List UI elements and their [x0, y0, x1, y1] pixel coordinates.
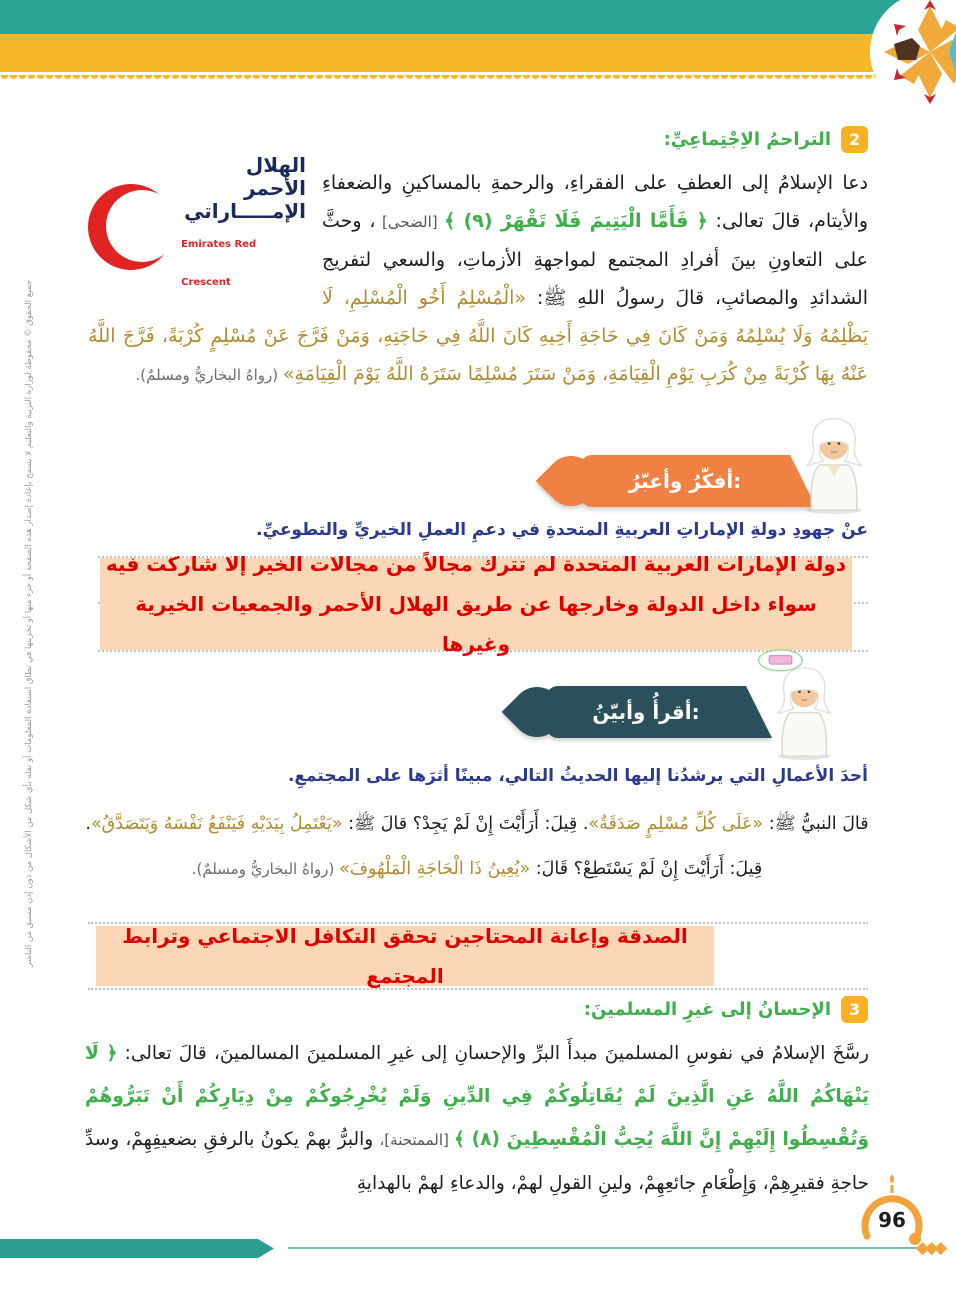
header-yellow-band [0, 34, 956, 72]
quran-verse: ﴿ لَا يَنْهَاكُمُ اللَّهُ عَنِ الَّذِينَ لَمْ يُقَاتِلُوكُمْ فِي الدِّينِ وَلَمْ يُخْرِجُوكُمْ مِنْ دِيَارِكُمْ أَنْ تَبَرُّوهُمْ وَتُقْسِطُوا إِلَيْهِمْ إِنَّ اللَّهَ يُحِبُّ الْمُقْسِطِينَ (٨) ﴾ [85, 1043, 869, 1150]
hadith-narration: . قِيلَ: أَرَأَيْتَ إِنْ لَمْ يَجِدْ؟ قالَ ﷺ: [342, 814, 589, 834]
footer-teal-bar [0, 1239, 274, 1258]
answer-box-2 [96, 926, 714, 986]
logo-english-name: Emirates Red Crescent [181, 239, 257, 288]
body-text: دعا الإسلامُ إلى العطفِ على الفقراءِ، والرحمةِ بالمساكينِ والضعفاءِ والأيتام، قالَ تعالى: [322, 172, 869, 232]
section-3-title: الإحسانُ إلى غيرِ المسلمينَ: [583, 999, 831, 1020]
islamic-star-ornament-icon [852, 0, 956, 120]
quran-verse: ﴿ فَأَمَّا الْيَتِيمَ فَلَا تَقْهَرْ (٩) ﴾ [444, 210, 708, 232]
header-scallop-edge [0, 75, 956, 82]
footer-diamonds-icon: ◆◆◆ [916, 1238, 944, 1258]
think-express-prompt: عنْ جهودِ دولةِ الإماراتِ العربيةِ المتحدةِ في دعمِ العملِ الخيريِّ والتطوعيِّ. [256, 520, 868, 540]
emirati-boy-thinking-character-icon [752, 648, 847, 764]
hadith-quote: «يَعْتَمِلُ بِيَدَيْهِ فَيَنْفَعُ نَفْسَهُ وَيَتَصَدَّقُ» [90, 814, 343, 834]
read-clarify-prompt: أحدَ الأعمالِ التي يرشدُنا إليها الحديثُ التالي، مبينًا أثرَها على المجتمعِ. [287, 766, 868, 786]
footer-thin-line [288, 1247, 920, 1249]
hadith-narration: قالَ النبيُّ ﷺ: [763, 814, 869, 834]
section-2-paragraph [88, 153, 869, 394]
copyright-vertical-text: جميع الحقوق © محفوظة لوزارة التربية والتعليم لا يسمح بإعادة إصدار هذه الصفحة أو جزء منها أو تخزينها في نطاق استعادة المعلومات أو نقله بأي شكل من الأشكال من دون إذن مسبق من الناشر [24, 280, 34, 967]
answer-2-text: الصدقة وإعانة المحتاجين تحقق التكافل الاجتماعي وترابط المجتمع [122, 924, 688, 988]
answer-1-text: دولة الإمارات العربية المتحدة لم تترك مجالاً من مجالات الخير إلا شاركت فيه سواء داخل الدولة وخارجها عن طريق الهلال الأحمر والجمعيات الخيرية وغيرها [105, 552, 847, 656]
section-3-paragraph [85, 1032, 869, 1205]
section-3-number-badge: 3 [841, 996, 868, 1023]
quran-reference: [الممتحنة]، [379, 1131, 455, 1149]
read-clarify-banner [512, 686, 772, 738]
header-teal-band [0, 0, 956, 34]
body-text: رسَّخَ الإسلامُ في نفوسِ المسلمينَ مبدأَ البرِّ والإحسانِ إلى غيرِ المسلمينَ المسالمينَ، قالَ تعالى: [117, 1043, 869, 1064]
section-2-heading [664, 126, 868, 153]
section-2-number-badge: 2 [841, 126, 868, 153]
logo-arabic-line1: الهلال الأحمر [243, 153, 306, 200]
section-3-heading [584, 996, 868, 1023]
answer-box-1 [100, 552, 852, 656]
hadith-quote: «عَلَى كُلِّ مُسْلِمٍ صَدَقَةٌ» [588, 814, 764, 834]
hadith-text: «الْمُسْلِمُ أَخُو الْمُسْلِمِ، لَا يَظْلِمُهُ وَلَا يُسْلِمُهُ وَمَنْ كَانَ فِي حَاجَةِ أَخِيهِ كَانَ اللَّهُ فِي حَاجَتِهِ، وَمَنْ فَرَّجَ عَنْ مُسْلِمٍ كُرْبَةً، فَرَّجَ اللَّهُ عَنْهُ بِهَا كُرْبَةً مِنْ كُرَبِ يَوْمِ الْقِيَامَةِ، وَمَنْ سَتَرَ مُسْلِمًا سَتَرَهُ اللَّهُ يَوْمَ الْقِيَامَةِ» [88, 287, 868, 385]
hadith-source: (رواهُ البخاريُّ ومسلمٌ). [191, 860, 340, 878]
think-express-banner-label: أفكّرُ وأعبّرُ: [628, 469, 742, 493]
hadith-quote: «يُعِينُ ذَا الْحَاجَةِ الْمَلْهُوفَ» [339, 859, 531, 879]
think-express-banner [546, 455, 816, 507]
hadith-block [85, 802, 869, 892]
quran-reference: [الضحى] [375, 213, 445, 231]
hadith-narration: . قِيلَ: أَرَأَيْتَ إِنْ لَمْ يَسْتَطِعْ؟ قَالَ: [85, 814, 763, 879]
emirates-red-crescent-logo [88, 153, 306, 288]
page-number: 96 [878, 1208, 906, 1232]
section-2-title: التراحمُ الاِجْتِماعِيِّ: [663, 129, 831, 150]
red-crescent-icon [88, 182, 173, 274]
logo-arabic-line2: الإمـــــاراتي [184, 199, 306, 223]
emirati-boy-character-icon [788, 412, 880, 518]
body-text: ، وحثَّ على التعاونِ بينَ أفرادِ المجتمع لمواجهةِ الأزماتِ، والسعي لتفريج الشدائدِ والمصائبِ، قالَ رسولُ اللهِ ﷺ: [322, 210, 868, 309]
read-clarify-banner-label: أقرأُ وأبيّنُ: [592, 700, 700, 724]
hadith-source: (رواهُ البخاريُّ ومسلمٌ). [135, 366, 283, 384]
body-text: والبرُّ بهمْ يكونُ بالرفقِ بضعيفِهِمْ، وسدِّ حاجةِ فقيرِهِمْ، وَإِطْعَامِ جائعِهِمْ، ولينِ القولِ لهمْ، والدعاءِ لهمْ بالهدايةِ [85, 1129, 869, 1194]
